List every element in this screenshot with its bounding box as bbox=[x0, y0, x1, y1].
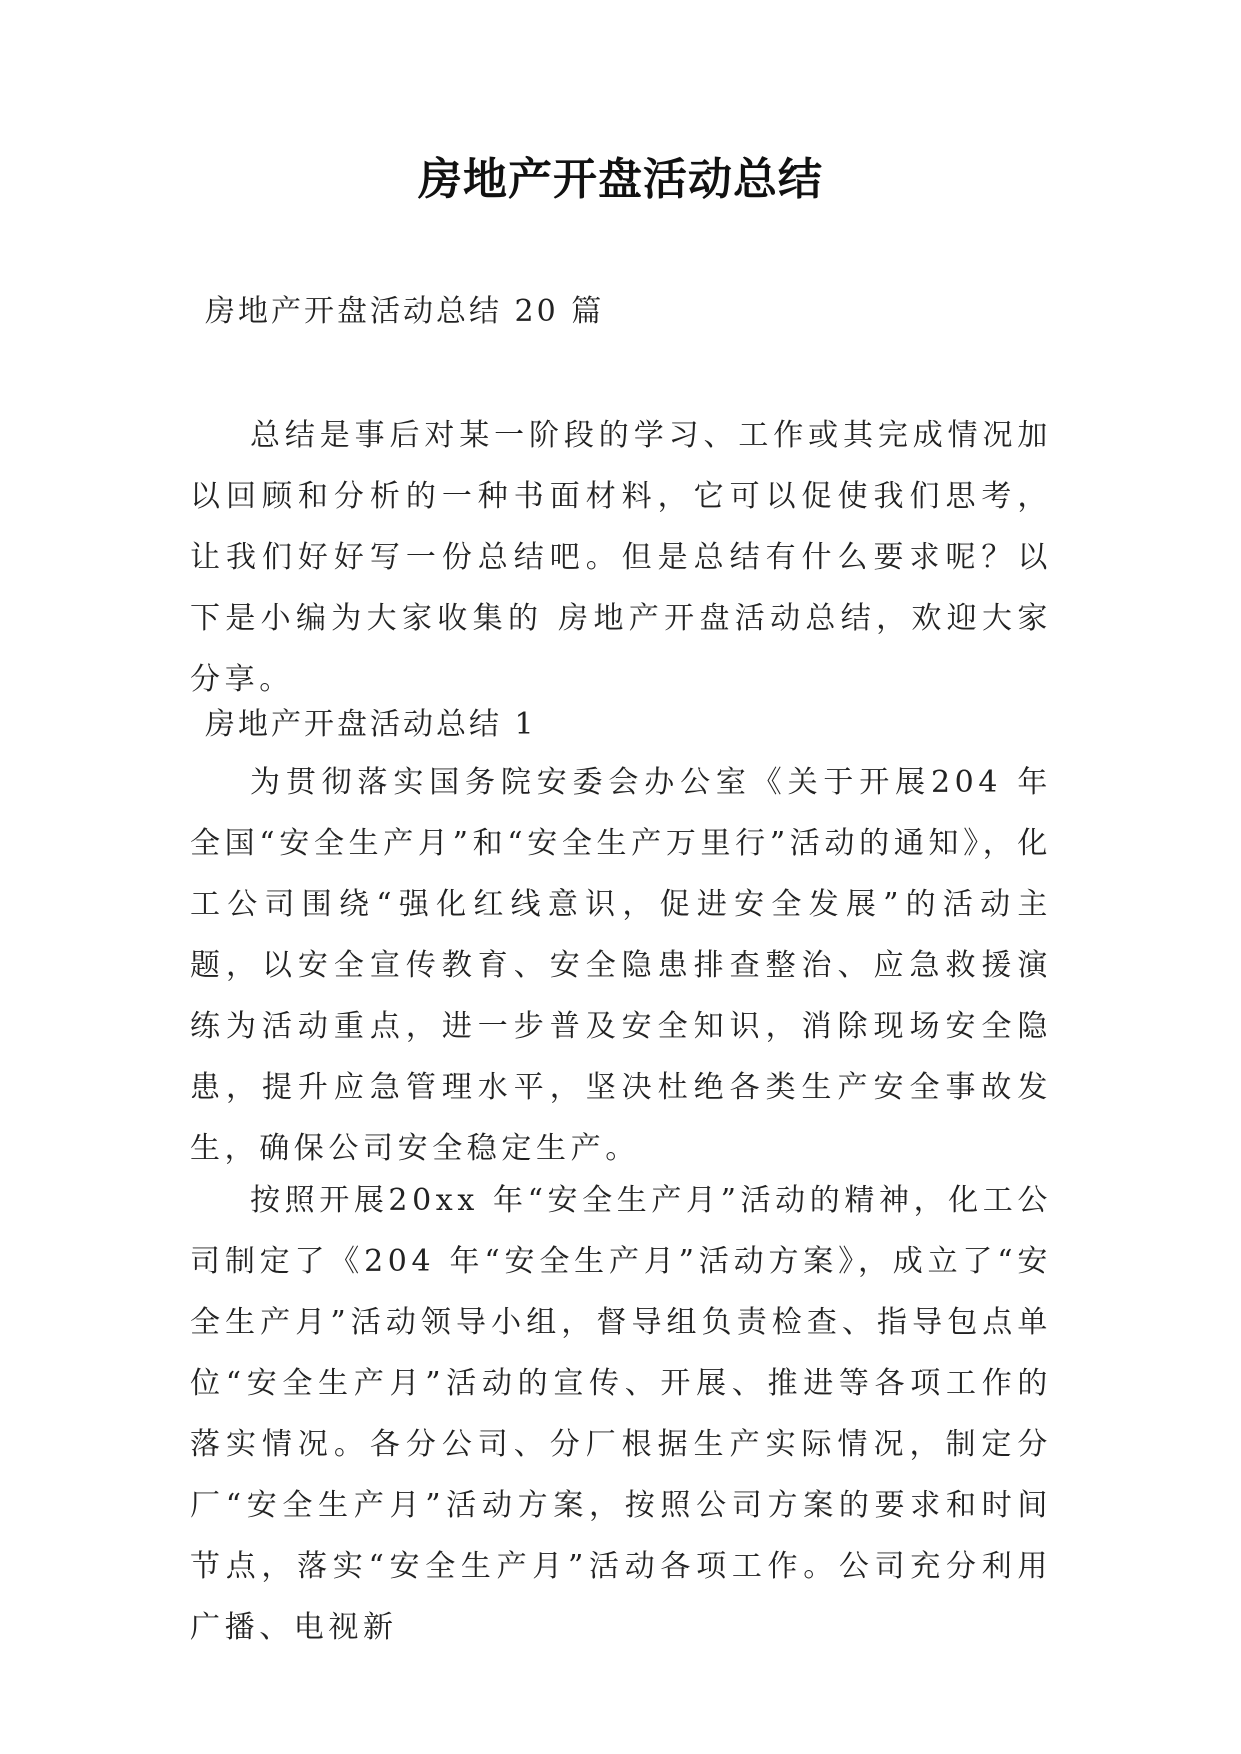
body-paragraph: 为贯彻落实国务院安委会办公室《关于开展204 年全国“安全生产月”和“安全生产万里行”活动的通知》，化工公司围绕“强化红线意识，促进安全发展”的活动主题，以安全宣传教育、安全隐患排查整治、应急救援演练为活动重点，进一步普及安全知识，消除现场安全隐患，提升应急管理水平，坚决杜绝各类生产安全事故发生，确保公司安全稳定生产。 bbox=[190, 765, 1052, 1166]
section-heading: 房地产开盘活动总结 1 bbox=[205, 707, 537, 742]
document-subtitle: 房地产开盘活动总结 20 篇 bbox=[205, 294, 605, 329]
document-title: 房地产开盘活动总结 bbox=[418, 154, 823, 205]
body-paragraph: 按照开展20xx 年“安全生产月”活动的精神，化工公司制定了《204 年“安全生产月”活动方案》，成立了“安全生产月”活动领导小组，督导组负责检查、指导包点单位“安全生产月”活动的宣传、开展、推进等各项工作的落实情况。各分公司、分厂根据生产实际情况，制定分厂“安全生产月”活动方案，按照公司方案的要求和时间节点，落实“安全生产月”活动各项工作。公司充分利用广播、电视新 bbox=[190, 1183, 1052, 1645]
intro-paragraph: 总结是事后对某一阶段的学习、工作或其完成情况加以回顾和分析的一种书面材料，它可以促使我们思考，让我们好好写一份总结吧。但是总结有什么要求呢？以下是小编为大家收集的 房地产开盘活动总结，欢迎大家分享。 bbox=[190, 418, 1052, 697]
